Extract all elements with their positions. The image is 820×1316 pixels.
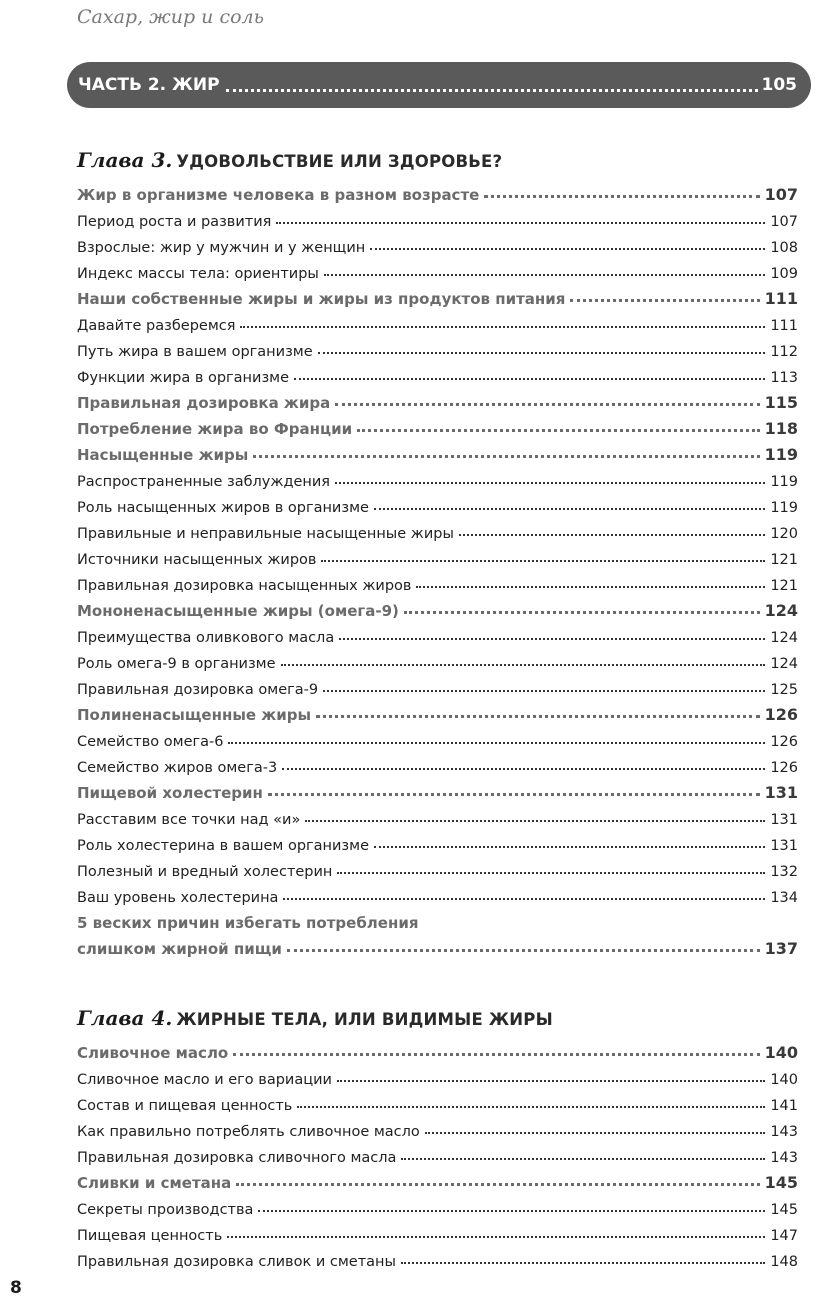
toc-entry-page: 119 [764,445,798,464]
toc-entry-text: Семейство омега-6 [77,734,224,750]
toc-subsection-entry[interactable] [77,308,798,334]
toc-section-entry[interactable] [77,438,798,464]
toc-entry-page: 112 [770,344,798,360]
dot-leader [240,326,765,328]
part-title: ЧАСТЬ 2. ЖИР [78,75,220,95]
toc-entry-page: 107 [764,185,798,204]
dot-leader [287,949,760,952]
toc-subsection-entry[interactable] [77,516,798,542]
toc-entry-text: Роль омега-9 в организме [77,656,276,672]
toc-entry-text: Сливочное масло [77,1044,229,1062]
toc-entry-page: 119 [770,474,798,490]
toc-entry-text: Распространенные заблуждения [77,474,331,490]
toc-entry-text: Ваш уровень холестерина [77,890,279,906]
dot-leader [374,508,765,510]
toc-entry-page: 148 [770,1254,798,1270]
toc-entry-page: 124 [770,630,798,646]
dot-leader [374,846,765,848]
toc-entry-page: 132 [770,864,798,880]
toc-entry-text: слишком жирной пищи [77,940,282,958]
toc-entry-page: 118 [764,419,798,438]
toc-subsection-entry[interactable] [77,334,798,360]
toc-section-entry[interactable] [77,178,798,204]
toc-subsection-entry[interactable] [77,854,798,880]
toc-entry-text: Правильные и неправильные насыщенные жиры [77,526,454,542]
toc-section-entry[interactable] [77,1166,798,1192]
dot-leader [401,1262,765,1264]
dot-leader [323,690,765,692]
toc-entry-page: 143 [770,1124,798,1140]
toc-entry-text: Полиненасыщенные жиры [77,706,312,724]
toc-subsection-entry[interactable] [77,1088,798,1114]
toc-section-entry[interactable] [77,1036,798,1062]
toc-subsection-entry[interactable] [77,1062,798,1088]
toc-entry-multiline[interactable] [77,906,798,932]
toc-subsection-entry[interactable] [77,750,798,776]
toc-entry-text: Состав и пищевая ценность [77,1098,293,1114]
toc-entry-page: 145 [770,1202,798,1218]
toc-entry-text: Правильная дозировка насыщенных жиров [77,578,412,594]
toc-subsection-entry[interactable] [77,204,798,230]
toc-entry-page: 111 [764,289,798,308]
toc-subsection-entry[interactable] [77,802,798,828]
toc-entry-page: 121 [770,578,798,594]
toc-entry-page: 140 [770,1072,798,1088]
dot-leader [321,560,765,562]
toc-entry-page: 141 [770,1098,798,1114]
toc-section-entry[interactable] [77,698,798,724]
dot-leader [228,742,765,744]
part-page: 105 [761,75,797,95]
dot-leader [283,898,765,900]
toc-entry-text: Расставим все точки над «и» [77,812,301,828]
toc-entry-page: 145 [764,1173,798,1192]
toc-entry-text: Период роста и развития [77,214,272,230]
toc-entry-page: 131 [770,838,798,854]
toc-entry-text: Источники насыщенных жиров [77,552,317,568]
dot-leader [337,1080,765,1082]
toc-subsection-entry[interactable] [77,1192,798,1218]
toc-subsection-entry[interactable] [77,464,798,490]
toc-entry-page: 126 [770,734,798,750]
toc-entry-page: 108 [770,240,798,256]
dot-leader [236,1183,759,1186]
toc-entry-text: Взрослые: жир у мужчин и у женщин [77,240,366,256]
toc-subsection-entry[interactable] [77,880,798,906]
toc-entry-text: Роль холестерина в вашем организме [77,838,369,854]
chapter-3-heading [77,148,798,178]
dot-leader [335,482,765,484]
chapter-title: УДОВОЛЬСТВИЕ ИЛИ ЗДОРОВЬЕ? [176,152,503,171]
dot-leader [227,1236,765,1238]
toc-subsection-entry[interactable] [77,828,798,854]
dot-leader [297,1106,765,1108]
toc-subsection-entry[interactable] [77,620,798,646]
dot-leader [305,820,765,822]
dot-leader [294,378,765,380]
dot-leader [339,638,765,640]
toc-subsection-entry[interactable] [77,672,798,698]
toc-entry-page: 126 [770,760,798,776]
chapter-4-heading [77,1006,798,1036]
dot-leader [281,664,766,666]
toc-entry-text: Сливочное масло и его вариации [77,1072,332,1088]
toc-section-entry[interactable] [77,386,798,412]
toc-entry-page: 140 [764,1043,798,1062]
chapter-title: ЖИРНЫЕ ТЕЛА, ИЛИ ВИДИМЫЕ ЖИРЫ [176,1010,553,1029]
dot-leader [335,403,759,406]
toc-entry-page: 115 [764,393,798,412]
chapter-3-toc [77,148,798,958]
dot-leader [318,352,766,354]
toc-entry-page: 125 [770,682,798,698]
toc-subsection-entry[interactable] [77,542,798,568]
dot-leader [425,1132,766,1134]
toc-entry-text: Пищевая ценность [77,1228,223,1244]
toc-entry-page: 134 [770,890,798,906]
dot-leader [233,1053,759,1056]
toc-subsection-entry[interactable] [77,724,798,750]
toc-entry-text: Сливки и сметана [77,1174,232,1192]
dot-leader [282,768,765,770]
toc-entry-text: Наши собственные жиры и жиры из продуктов питания [77,290,566,308]
toc-entry-text: Преимущества оливкового масла [77,630,335,646]
toc-entry-text: Функции жира в организме [77,370,290,386]
chapter-label: Глава 4. [77,1006,173,1030]
toc-subsection-entry[interactable] [77,490,798,516]
toc-section-entry[interactable] [77,594,798,620]
dot-leader [401,1158,765,1160]
running-head: Сахар, жир и соль [77,6,264,28]
toc-entry-page: 113 [770,370,798,386]
toc-entry-text: Полезный и вредный холестерин [77,864,333,880]
toc-subsection-entry[interactable] [77,256,798,282]
toc-entry-page: 120 [770,526,798,542]
toc-subsection-entry[interactable] [77,230,798,256]
dot-leader [324,274,765,276]
toc-entry-page: 137 [764,939,798,958]
toc-section-entry[interactable] [77,776,798,802]
toc-entry-page: 121 [770,552,798,568]
dot-leader [258,1210,765,1212]
toc-entry-text: Как правильно потреблять сливочное масло [77,1124,420,1140]
toc-subsection-entry[interactable] [77,1218,798,1244]
toc-entry-page: 131 [770,812,798,828]
toc-entry-page: 109 [770,266,798,282]
dot-leader [268,793,760,796]
dot-leader [357,429,759,432]
toc-entry-page: 111 [770,318,798,334]
toc-entry-page: 124 [770,656,798,672]
toc-entry-text: Жир в организме человека в разном возрасте [77,186,480,204]
chapter-label: Глава 3. [77,148,173,172]
toc-entry-text: Правильная дозировка омега-9 [77,682,319,698]
toc-entry-page: 126 [764,705,798,724]
toc-entry-text: Мононенасыщенные жиры (омега-9) [77,602,399,620]
dot-leader [570,299,759,302]
toc-entry-text: Правильная дозировка сливочного масла [77,1150,397,1166]
toc-entry-text: Секреты производства [77,1202,254,1218]
toc-entry-page: 124 [764,601,798,620]
toc-section-entry[interactable] [77,412,798,438]
dot-leader [404,611,760,614]
dot-leader [484,195,759,198]
page-number: 8 [10,1278,22,1298]
part-heading-bar[interactable] [67,62,811,108]
toc-entry-text: Пищевой холестерин [77,784,263,802]
dot-leader [370,248,765,250]
dot-leader [276,222,765,224]
toc-subsection-entry[interactable] [77,646,798,672]
toc-section-entry[interactable] [77,282,798,308]
toc-entry-page: 131 [764,783,798,802]
toc-subsection-entry[interactable] [77,360,798,386]
dot-leader [253,455,759,458]
chapter-4-toc [77,1006,798,1270]
toc-entry-page: 107 [770,214,798,230]
toc-subsection-entry[interactable] [77,1244,798,1270]
toc-entry-text: Путь жира в вашем организме [77,344,313,360]
toc-entry-text: Семейство жиров омега-3 [77,760,278,776]
dot-leader [416,586,765,588]
toc-entry-text: Правильная дозировка сливок и сметаны [77,1254,396,1270]
toc-entry-multiline-end[interactable] [77,932,798,958]
dot-leader [337,872,765,874]
toc-entry-text: Роль насыщенных жиров в организме [77,500,369,516]
toc-subsection-entry[interactable] [77,1140,798,1166]
dot-leader [316,715,760,718]
toc-entry-text: Потребление жира во Франции [77,420,353,438]
toc-subsection-entry[interactable] [77,1114,798,1140]
toc-entry-page: 119 [770,500,798,516]
toc-entry-text: 5 веских причин избегать потребления [77,914,419,932]
toc-entry-page: 143 [770,1150,798,1166]
toc-subsection-entry[interactable] [77,568,798,594]
toc-entry-text: Правильная дозировка жира [77,394,331,412]
toc-entry-page: 147 [770,1228,798,1244]
toc-entry-text: Давайте разберемся [77,318,236,334]
toc-entry-text: Насыщенные жиры [77,446,249,464]
dot-leader [459,534,765,536]
dot-leader [226,89,758,92]
toc-entry-text: Индекс массы тела: ориентиры [77,266,319,282]
